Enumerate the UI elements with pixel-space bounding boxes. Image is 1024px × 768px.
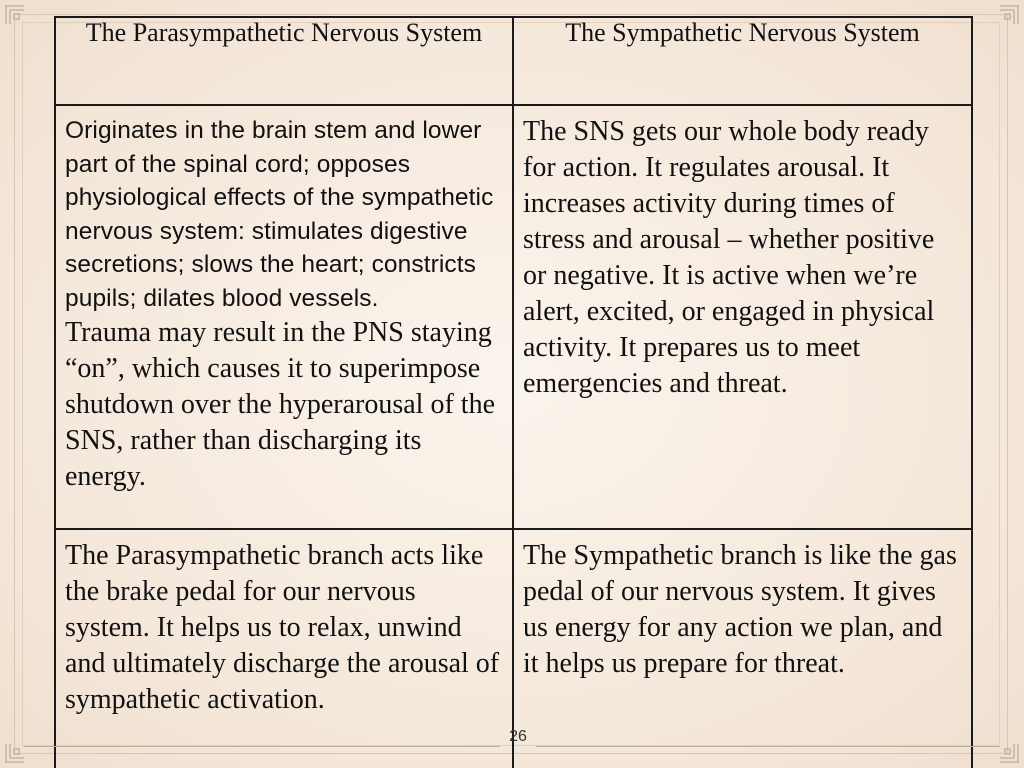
comparison-table [54,16,973,768]
cell-pns-description [55,105,513,529]
header-sympathetic: The Sympathetic Nervous System [513,17,972,105]
corner-ornament-icon [998,4,1020,26]
sns-analogy-text: The Sympathetic branch is like the gas pedal of our nervous system. It gives us energy for any action we plan, and it helps us prepare for threat. [523,540,957,679]
cell-sns-analogy [513,529,972,768]
pns-trauma-text: Trauma may result in the PNS staying “on”, which causes it to superimpose shutdown over the hyperarousal of the SNS, rather than discharging its energy. [65,317,495,492]
table-header-row [55,17,972,105]
page-number: 26 [509,728,527,745]
footer-divider [24,746,500,747]
pns-analogy-text: The Parasympathetic branch acts like the brake pedal for our nervous system. It helps us to relax, unwind and ultimately discharge the arousal of sympathetic activation. [65,540,500,715]
corner-ornament-icon [4,742,26,764]
sns-description-text: The SNS gets our whole body ready for action. It regulates arousal. It increases activity during times of stress and arousal – whether positive or negative. It is active when we’re alert, excited, or engaged in physical activity. It prepares us to meet emergencies and threat. [523,116,935,399]
pns-origin-text: Originates in the brain stem and lower part of the spinal cord; opposes physiological effects of the sympathetic nervous system: stimulates digestive secretions; slows the heart; constricts pupils; dilates blood vessels. [65,117,494,312]
corner-ornament-icon [4,4,26,26]
table-row [55,105,972,529]
corner-ornament-icon [998,742,1020,764]
cell-pns-analogy [55,529,513,768]
header-parasympathetic: The Parasympathetic Nervous System [55,17,513,105]
footer-divider [536,746,1000,747]
cell-sns-description [513,105,972,529]
